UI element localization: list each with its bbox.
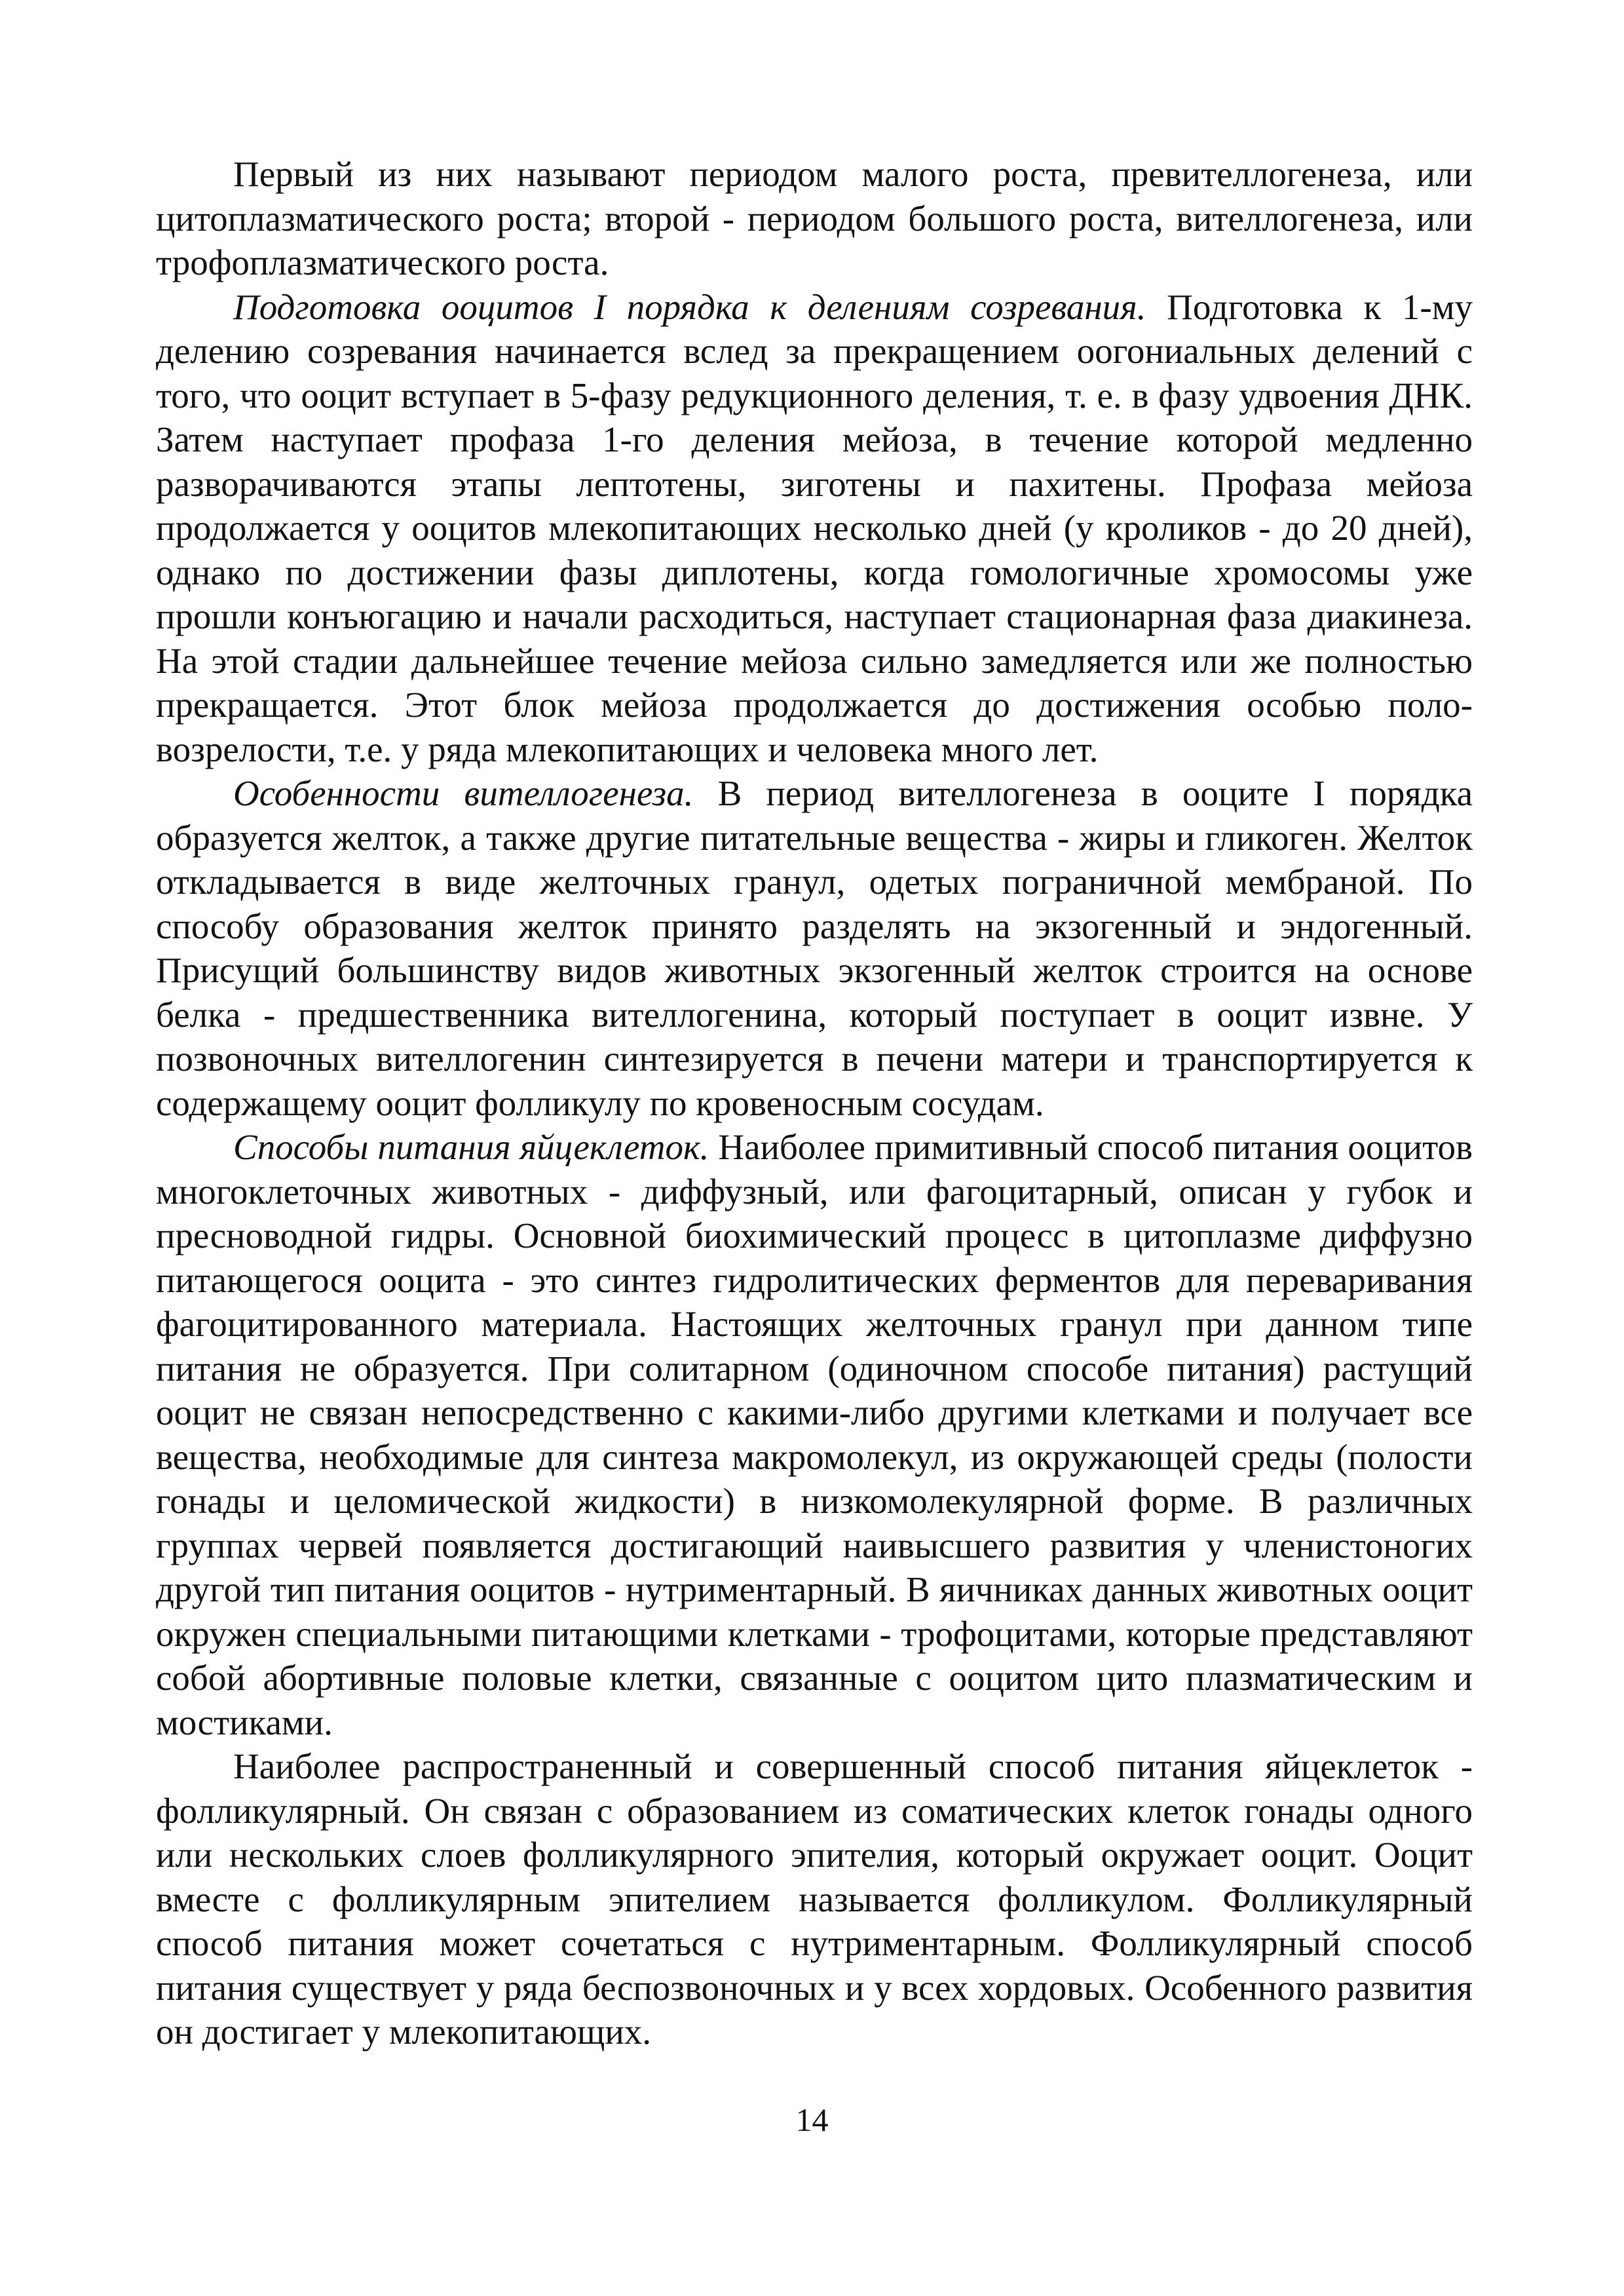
paragraph-text: Наиболее примитивный способ питания ооцитов многоклеточных животных - диффузный, или фагоцитарный, описан у губок и пресноводной гидры. Основной биохимический процесс в цитоплазме диффузно питающегося ооцита - это синтез гидролитических ферментов для переваривания фагоцитированного материала. Настоящих желточных гранул при данном типе питания не образуется. При солитарном (одиночном способе питания) растущий ооцит не связан непосредственно с какими-либо другими клетками и получает все вещества, необходимые для синтеза макромолекул, из окружающей среды (полости гонады и целомической жидкости) в низкомолекулярной форме. В различных группах червей появляется достигающий наивысшего развития у членистоногих другой тип питания ооцитов - нутриментарный. В яичниках данных животных ооцит окружен специальными питающими клетками - трофоцитами, которые представляют собой абортивные половые клетки, связанные с ооцитом цито плазматическим и мостиками.	[156, 1127, 1473, 1742]
paragraph-title: Особенности вителлогенеза.	[233, 773, 694, 813]
paragraph-title: Подготовка ооцитов I порядка к делениям созревания.	[233, 286, 1146, 327]
page-number: 14	[795, 2101, 829, 2138]
paragraph-growth-periods	[156, 152, 1473, 285]
page-body	[156, 152, 1473, 2054]
paragraph-text: Подготовка к 1-му делению созревания начинается вслед за прекращением оогониальных делений с того, что ооцит вступает в 5-фазу редукционного деления, т. е. в фазу удвоения ДНК. Затем наступает профаза 1-го деления мейоза, в течение которой медленно разворачиваются этапы лептотены, зиготены и пахитены. Профаза мейоза продолжается у ооцитов млекопитающих несколько дней (у кроликов - до 20 дней), однако по достижении фазы диплотены, когда гомологичные хромосомы уже прошли конъюгацию и начали расходиться, наступает стационарная фаза диакинеза. На этой стадии дальнейшее течение мейоза сильно замедляется или же полностью прекращается. Этот блок мейоза продолжается до достижения особью поло-возрелости, т.е. у ряда млекопитающих и человека много лет.	[156, 286, 1473, 769]
paragraph-nutrition-methods	[156, 1125, 1473, 1744]
paragraph-vitellogenesis	[156, 771, 1473, 1125]
paragraph-text: Наиболее распространенный и совершенный способ питания яйцеклеток - фолликулярный. Он связан с образованием из соматических клеток гонады одного или нескольких слоев фолликулярного эпителия, который окружает ооцит. Ооцит вместе с фолликулярным эпителием называется фолликулом. Фолликулярный способ питания может сочетаться с нутриментарным. Фолликулярный способ питания существует у ряда беспозвоночных и у всех хордовых. Особенного развития он достигает у млекопитающих.	[156, 1746, 1473, 2052]
paragraph-follicular-nutrition	[156, 1744, 1473, 2054]
paragraph-text: В период вителлогенеза в ооците I порядка образуется желток, а также другие питательные вещества - жиры и гликоген. Желток откладывается в виде желточных гранул, одетых пограничной мембраной. По способу образования желток принято разделять на экзогенный и эндогенный. Присущий большинству видов животных экзогенный желток строится на основе белка - предшественника вителлогенина, который поступает в ооцит извне. У позвоночных вителлогенин синтезируется в печени матери и транспортируется к содержащему ооцит фолликулу по кровеносным сосудам.	[156, 773, 1473, 1123]
paragraph-title: Способы питания яйцеклеток.	[233, 1127, 709, 1167]
paragraph-oocyte-preparation	[156, 285, 1473, 772]
paragraph-text: Первый из них называют периодом малого роста, превителлогенеза, или цитоплазматического роста; второй - периодом большого роста, вителлогенеза, или трофоплазматического роста.	[156, 154, 1473, 282]
